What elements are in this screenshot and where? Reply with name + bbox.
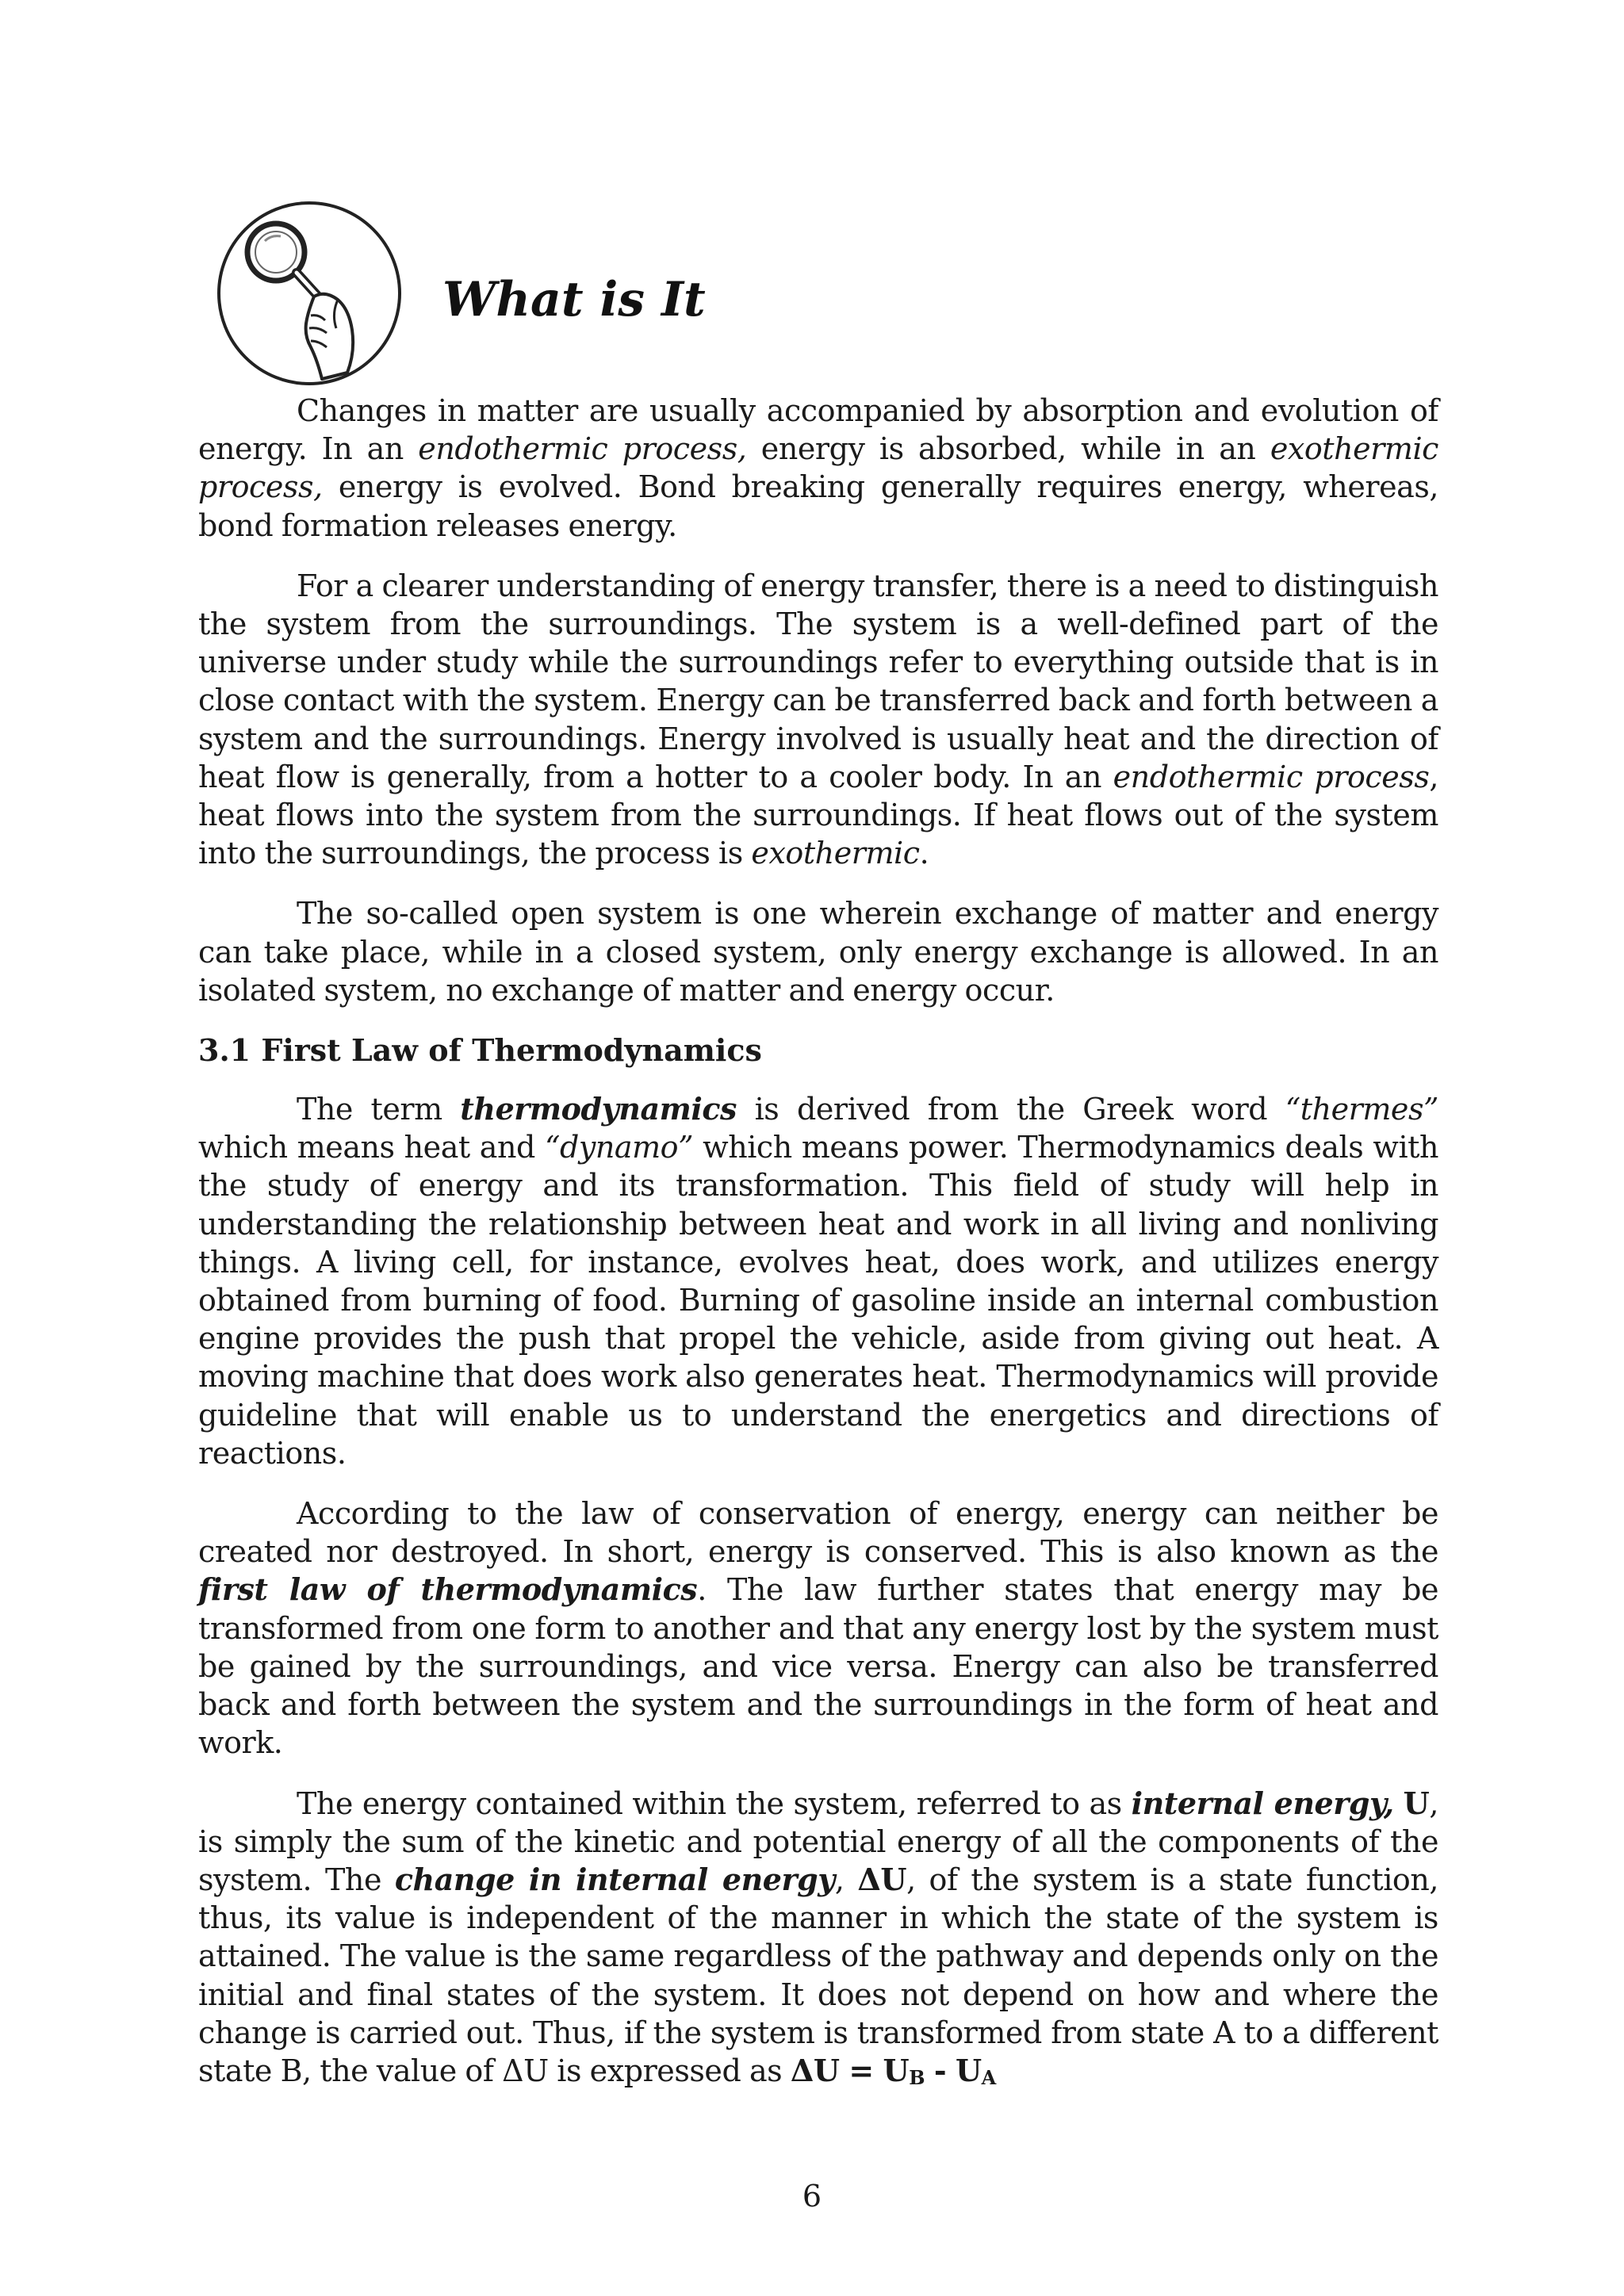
paragraph-first-law: According to the law of conservation of energy, energy can neither be created nor destroyed. In short, energy is conserved. This is also known as the first law of thermodynamics. The law further states that energy may be transformed from one form to another and that any energy lost by the system must be gained by the surroundings, and vice versa. Energy can also be transferred back and forth between the system and the surroundings in the form of heat and work. (198, 1496, 1438, 1761)
body-text (198, 392, 1438, 2112)
section-heading: What is It (442, 272, 706, 327)
magnifying-glass-icon (213, 197, 406, 390)
paragraph-system-types: The so-called open system is one wherein exchange of matter and energy can take place, while in a closed system, only energy exchange is allowed. In an isolated system, no exchange of matter and energy occur. (198, 896, 1438, 1008)
page-number: 6 (802, 2179, 822, 2214)
paragraph-internal-energy: The energy contained within the system, referred to as internal energy, U, is simply the sum of the kinetic and potential energy of all the components of the system. The change in internal energy, ΔU, of the system is a state function, thus, its value is independent of the manner in which the state of the system is attained. The value is the same regardless of the pathway and depends only on the initial and final states of the system. It does not depend on how and where the change is carried out. Thus, if the system is transformed from state A to a different state B, the value of ΔU is expressed as $\Delta U = U_B - U_A$ (198, 1785, 1438, 2089)
paragraph-thermodynamics: The term thermodynamics is derived from the Greek word “thermes” which means heat and “dynamo” which means power. Thermodynamics deals with the study of energy and its transformation. This field of study will help in understanding the relationship between heat and work in all living and nonliving things. A living cell, for instance, evolves heat, does work, and utilizes energy obtained from burning of food. Burning of gasoline inside an internal combustion engine provides the push that propel the vehicle, aside from giving out heat. A moving machine that does work also generates heat. Thermodynamics will provide guideline that will enable us to understand the energetics and directions of reactions. (198, 1091, 1438, 1471)
subsection-title: 3.1 First Law of Thermodynamics (198, 1032, 762, 1069)
delta-u-equation: $\Delta U = U_B - U_A$ (790, 2052, 996, 2089)
paragraph-system-surroundings: For a clearer understanding of energy transfer, there is a need to distinguish the system from the surroundings. The system is a well-defined part of the universe under study while the surroundings refer to everything outside that is in close contact with the system. Energy can be transferred back and forth between a system and the surroundings. Energy involved is usually heat and the direction of heat flow is generally, from a hotter to a cooler body. In an endothermic process, heat flows into the system from the surroundings. If heat flows out of the system into the surroundings, the process is exothermic. (198, 568, 1439, 871)
paragraph-intro: Changes in matter are usually accompanied by absorption and evolution of energy. In an endothermic process, energy is absorbed, while in an exothermic process, energy is evolved. Bond breaking generally requires energy, whereas, bond formation releases energy. (198, 393, 1438, 543)
